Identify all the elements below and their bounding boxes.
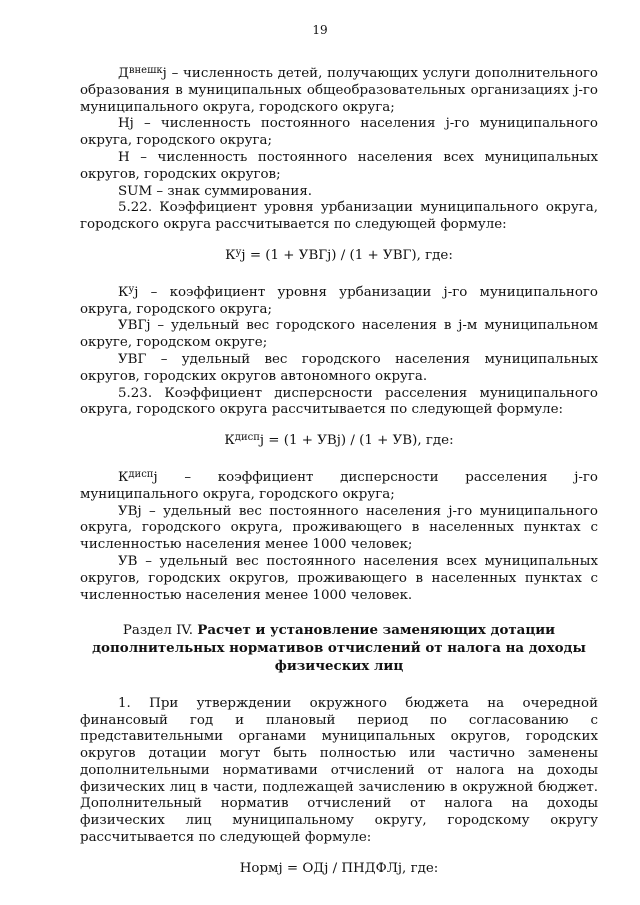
superscript: внешк	[128, 65, 163, 76]
symbol: Д	[118, 66, 129, 81]
definition-uvj: УВj – удельный вес постоянного населения j-го муниципального округа, городского округа, проживающего в населенных пунктах с численностью населения менее 1000 человек;	[80, 503, 598, 553]
page-number: 19	[312, 23, 328, 37]
definition-d-vneshk	[80, 66, 598, 116]
definition-uv: УВ – удельный вес постоянного населения всех муниципальных округов, городских округов, проживающего в населенных пунктах с численностью населения менее 1000 человек.	[80, 553, 598, 603]
symbol: К	[118, 284, 129, 300]
definition-uvgj: УВГj – удельный вес городского населения в j-м муниципальном округе, городском округе;	[80, 318, 598, 351]
formula-urbanization	[80, 248, 598, 265]
definition-h: Н – численность постоянного населения всех муниципальных округов, городских округов;	[80, 149, 598, 182]
definition-text: j – коэффициент уровня урбанизации j-го муниципального округа, городского округа;	[80, 284, 598, 317]
section-title: Расчет и установление заменяющих дотации дополнительных нормативов отчислений от налога на доходы физических лиц	[92, 622, 586, 674]
symbol: К	[118, 469, 129, 485]
definition-hj: Нj – численность постоянного населения j-го муниципального округа, городского округа;	[80, 116, 598, 149]
superscript: у	[128, 283, 135, 295]
definition-sum: SUM – знак суммирования.	[118, 183, 313, 199]
paragraph-1: 1. При утверждении окружного бюджета на очередной финансовый год и плановый период по согласованию с представительными органами муниципальных округов, городских округов дотации могут быть полностью или частично заменены дополнительными нормативами отчислений от налога на доходы физических лиц в части, подлежащей зачислению в окружной бюджет. Дополнительный норматив отчислений от налога на доходы физических лиц муниципальному округу, городскому округу рассчитывается по следующей формуле:	[80, 695, 598, 846]
subscript: j	[162, 66, 167, 81]
definition-kdispj	[80, 470, 598, 504]
symbol: К	[225, 247, 236, 263]
symbol: К	[224, 433, 235, 449]
formula-text: j = (1 + УВj) / (1 + УВ), где:	[259, 433, 454, 449]
superscript: дисп	[234, 432, 260, 444]
definition-kuj	[80, 285, 598, 319]
formula-text: j = (1 + УВГj) / (1 + УВГ), где:	[241, 247, 453, 263]
superscript: дисп	[128, 468, 154, 480]
formula-norm: Нормj = ОДj / ПНДФЛj, где:	[239, 860, 439, 876]
paragraph-5-22: 5.22. Коэффициент уровня урбанизации муниципального округа, городского округа рассчитывается по следующей формуле:	[80, 200, 598, 233]
definition-text: – численность детей, получающих услуги дополнительного образования в муниципальных общеобразовательных организациях j-го муниципального округа, городского округа;	[80, 66, 598, 115]
definition-text: j – коэффициент дисперсности расселения j-го муниципального округа, городского округа;	[80, 469, 598, 502]
formula-dispersion	[80, 433, 598, 450]
superscript: у	[235, 246, 242, 258]
document-body	[80, 66, 598, 898]
section-label: Раздел IV.	[122, 623, 198, 639]
paragraph-5-23: 5.23. Коэффициент дисперсности расселения муниципального округа, городского округа рассчитывается по следующей формуле:	[80, 385, 598, 418]
section-heading	[80, 622, 598, 675]
definition-uvg: УВГ – удельный вес городского населения муниципальных округов, городских округов автономного округа.	[80, 351, 598, 384]
